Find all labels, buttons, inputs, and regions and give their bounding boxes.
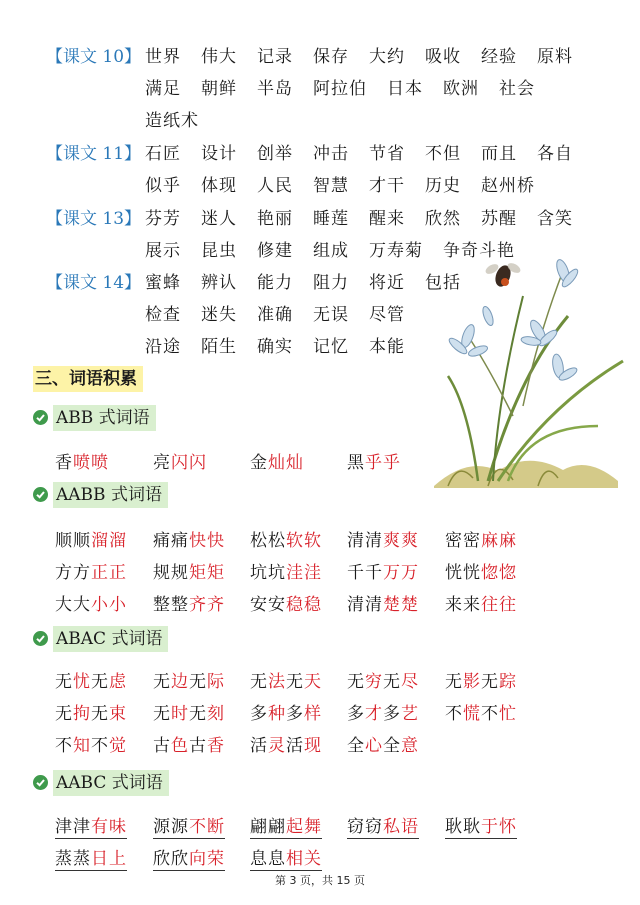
idiom-highlight-part: 刻	[207, 704, 225, 724]
vocabulary-word: 迷人	[201, 209, 237, 229]
vocabulary-word: 无误	[313, 305, 349, 325]
idiom-plain-part: 欣欣	[153, 849, 189, 869]
vocabulary-word: 石匠	[145, 144, 181, 164]
idiom-plain-part: 无	[189, 704, 207, 724]
vocabulary-word: 芬芳	[145, 209, 181, 229]
idiom-plain-part: 痛痛	[153, 531, 189, 551]
idiom-plain-part: 多	[286, 704, 304, 724]
vocabulary-row	[145, 106, 219, 131]
vocabulary-word: 阿拉伯	[313, 79, 367, 99]
idiom-highlight-part: 于怀	[481, 817, 517, 837]
idiom-highlight-part: 艺	[401, 704, 419, 724]
idiom-word	[250, 699, 322, 724]
vocabulary-word: 赵州桥	[481, 176, 535, 196]
idiom-plain-part: 恍恍	[445, 563, 481, 583]
vocabulary-word: 而且	[481, 144, 517, 164]
idiom-plain-part: 无	[55, 672, 73, 692]
vocabulary-word: 迷失	[201, 305, 237, 325]
idiom-word	[55, 448, 109, 473]
vocabulary-word: 体现	[201, 176, 237, 196]
idiom-word	[250, 448, 304, 473]
vocabulary-word: 造纸术	[145, 111, 199, 131]
vocabulary-word: 经验	[481, 47, 517, 67]
idiom-plain-part: 无	[91, 704, 109, 724]
vocabulary-word: 保存	[313, 47, 349, 67]
vocabulary-word: 组成	[313, 241, 349, 261]
idiom-plain-part: 整整	[153, 595, 189, 615]
check-circle-icon	[33, 631, 48, 646]
vocabulary-word: 社会	[499, 79, 535, 99]
idiom-word	[445, 526, 517, 551]
idiom-plain-part: 蒸蒸	[55, 849, 91, 869]
vocabulary-word: 不但	[425, 144, 461, 164]
idiom-highlight-part: 际	[207, 672, 225, 692]
idiom-plain-part: 耿耿	[445, 817, 481, 837]
check-circle-icon	[33, 775, 48, 790]
vocabulary-word: 历史	[425, 176, 461, 196]
idiom-word	[347, 667, 419, 692]
vocabulary-word: 睡莲	[313, 209, 349, 229]
idiom-word	[250, 844, 322, 871]
idiom-word	[55, 844, 127, 871]
idiom-plain-part: 松松	[250, 531, 286, 551]
lesson-tag: 【课文 11】	[46, 144, 142, 164]
idiom-word	[347, 812, 419, 839]
idiom-highlight-part: 喷喷	[73, 453, 109, 473]
idiom-word	[153, 448, 207, 473]
idiom-highlight-part: 溜溜	[91, 531, 127, 551]
lesson-tag: 【课文 14】	[46, 273, 142, 293]
idiom-highlight-part: 矩矩	[189, 563, 225, 583]
idiom-highlight-part: 乎乎	[365, 453, 401, 473]
idiom-word	[347, 448, 401, 473]
idiom-plain-part: 无	[91, 672, 109, 692]
idiom-highlight-part: 忧	[73, 672, 91, 692]
idiom-plain-part: 多	[383, 704, 401, 724]
idiom-plain-part: 活	[250, 736, 268, 756]
idiom-word	[250, 731, 322, 756]
idiom-word	[55, 699, 127, 724]
idiom-plain-part: 无	[481, 672, 499, 692]
idiom-word	[153, 590, 225, 615]
vocabulary-word: 各自	[537, 144, 573, 164]
vocabulary-word: 展示	[145, 241, 181, 261]
idiom-highlight-part: 软软	[286, 531, 322, 551]
idiom-word	[153, 667, 225, 692]
idiom-highlight-part: 虑	[109, 672, 127, 692]
check-circle-icon	[33, 487, 48, 502]
vocabulary-word: 满足	[145, 79, 181, 99]
idiom-plain-part: 不	[445, 704, 463, 724]
idiom-highlight-part: 觉	[109, 736, 127, 756]
idiom-highlight-part: 才	[365, 704, 383, 724]
idiom-word	[153, 731, 225, 756]
idiom-plain-part: 不	[91, 736, 109, 756]
idiom-highlight-part: 正正	[91, 563, 127, 583]
idiom-word	[445, 558, 517, 583]
idiom-word	[153, 812, 225, 839]
idiom-plain-part: 多	[250, 704, 268, 724]
idiom-plain-part: 津津	[55, 817, 91, 837]
vocabulary-word: 艳丽	[257, 209, 293, 229]
vocabulary-word: 大约	[369, 47, 405, 67]
idiom-plain-part: 清清	[347, 595, 383, 615]
idiom-plain-part: 无	[153, 672, 171, 692]
vocabulary-word: 将近	[369, 273, 405, 293]
idiom-plain-part: 黑	[347, 453, 365, 473]
idiom-word	[250, 812, 322, 839]
idiom-highlight-part: 种	[268, 704, 286, 724]
vocabulary-word: 准确	[257, 305, 293, 325]
vocabulary-word: 世界	[145, 47, 181, 67]
vocabulary-word: 沿途	[145, 337, 181, 357]
idiom-highlight-part: 香	[207, 736, 225, 756]
vocabulary-row	[145, 171, 555, 196]
idiom-plain-part: 方方	[55, 563, 91, 583]
orchid-illustration	[428, 256, 628, 488]
word-type-label: ABB 式词语	[53, 405, 156, 431]
vocabulary-row	[145, 300, 425, 325]
idiom-word	[445, 699, 517, 724]
idiom-plain-part: 来来	[445, 595, 481, 615]
vocabulary-row	[145, 74, 555, 99]
idiom-plain-part: 大大	[55, 595, 91, 615]
idiom-word	[55, 667, 127, 692]
lesson-tag: 【课文 13】	[46, 209, 142, 229]
idiom-highlight-part: 拘	[73, 704, 91, 724]
vocabulary-word: 人民	[257, 176, 293, 196]
idiom-word	[55, 812, 127, 839]
idiom-highlight-part: 闪闪	[171, 453, 207, 473]
idiom-word	[250, 590, 322, 615]
idiom-plain-part: 顺顺	[55, 531, 91, 551]
idiom-plain-part: 无	[153, 704, 171, 724]
idiom-highlight-part: 知	[73, 736, 91, 756]
idiom-plain-part: 规规	[153, 563, 189, 583]
idiom-word	[250, 526, 322, 551]
idiom-word	[55, 731, 127, 756]
vocabulary-word: 智慧	[313, 176, 349, 196]
idiom-plain-part: 古	[189, 736, 207, 756]
idiom-plain-part: 无	[250, 672, 268, 692]
vocabulary-word: 本能	[369, 337, 405, 357]
check-circle-icon	[33, 410, 48, 425]
idiom-highlight-part: 麻麻	[481, 531, 517, 551]
vocabulary-word: 记忆	[313, 337, 349, 357]
idiom-highlight-part: 意	[401, 736, 419, 756]
idiom-highlight-part: 日上	[91, 849, 127, 869]
idiom-plain-part: 千千	[347, 563, 383, 583]
idiom-word	[347, 526, 419, 551]
idiom-plain-part: 密密	[445, 531, 481, 551]
vocabulary-word: 欣然	[425, 209, 461, 229]
vocabulary-word: 吸收	[425, 47, 461, 67]
idiom-highlight-part: 时	[171, 704, 189, 724]
idiom-word	[153, 844, 225, 871]
idiom-plain-part: 无	[189, 672, 207, 692]
idiom-highlight-part: 往往	[481, 595, 517, 615]
vocabulary-word: 冲击	[313, 144, 349, 164]
idiom-plain-part: 古	[153, 736, 171, 756]
idiom-plain-part: 无	[383, 672, 401, 692]
idiom-plain-part: 不	[55, 736, 73, 756]
idiom-highlight-part: 心	[365, 736, 383, 756]
idiom-highlight-part: 忙	[499, 704, 517, 724]
idiom-highlight-part: 齐齐	[189, 595, 225, 615]
idiom-word	[153, 558, 225, 583]
idiom-plain-part: 无	[55, 704, 73, 724]
idiom-plain-part: 香	[55, 453, 73, 473]
vocabulary-word: 节省	[369, 144, 405, 164]
word-type-label: AABB 式词语	[53, 482, 168, 508]
vocabulary-word: 昆虫	[201, 241, 237, 261]
idiom-plain-part: 不	[481, 704, 499, 724]
idiom-highlight-part: 洼洼	[286, 563, 322, 583]
idiom-plain-part: 源源	[153, 817, 189, 837]
idiom-plain-part: 多	[347, 704, 365, 724]
idiom-plain-part: 亮	[153, 453, 171, 473]
idiom-highlight-part: 有味	[91, 817, 127, 837]
idiom-word	[347, 731, 419, 756]
idiom-plain-part: 全	[383, 736, 401, 756]
vocabulary-word: 才干	[369, 176, 405, 196]
vocabulary-word: 确实	[257, 337, 293, 357]
vocabulary-word: 原料	[537, 47, 573, 67]
idiom-plain-part: 无	[445, 672, 463, 692]
idiom-word	[250, 558, 322, 583]
vocabulary-word: 似乎	[145, 176, 181, 196]
vocabulary-word: 争奇斗艳	[443, 241, 515, 261]
vocabulary-word: 欧洲	[443, 79, 479, 99]
page-footer: 第 3 页，共 15 页	[275, 874, 365, 887]
idiom-word	[250, 667, 322, 692]
idiom-word	[347, 699, 419, 724]
vocabulary-word: 创举	[257, 144, 293, 164]
idiom-highlight-part: 法	[268, 672, 286, 692]
idiom-word	[445, 590, 517, 615]
idiom-plain-part: 清清	[347, 531, 383, 551]
vocabulary-word: 能力	[257, 273, 293, 293]
idiom-plain-part: 坑坑	[250, 563, 286, 583]
idiom-highlight-part: 踪	[499, 672, 517, 692]
idiom-highlight-part: 惚惚	[481, 563, 517, 583]
idiom-word	[347, 590, 419, 615]
vocabulary-row	[145, 332, 425, 357]
idiom-plain-part: 金	[250, 453, 268, 473]
idiom-highlight-part: 起舞	[286, 817, 322, 837]
vocabulary-word: 日本	[387, 79, 423, 99]
idiom-plain-part: 安安	[250, 595, 286, 615]
lesson-tag: 【课文 10】	[46, 47, 142, 67]
section-title: 三、词语积累	[33, 366, 143, 392]
idiom-highlight-part: 不断	[189, 817, 225, 837]
vocabulary-word: 设计	[201, 144, 237, 164]
vocabulary-word: 陌生	[201, 337, 237, 357]
idiom-word	[55, 558, 127, 583]
idiom-highlight-part: 稳稳	[286, 595, 322, 615]
vocabulary-word: 醒来	[369, 209, 405, 229]
word-type-label: AABC 式词语	[53, 770, 169, 796]
idiom-word	[445, 667, 517, 692]
vocabulary-row	[145, 42, 593, 67]
idiom-word	[55, 590, 127, 615]
idiom-plain-part: 全	[347, 736, 365, 756]
idiom-highlight-part: 向荣	[189, 849, 225, 869]
vocabulary-word: 修建	[257, 241, 293, 261]
vocabulary-word: 含笑	[537, 209, 573, 229]
idiom-highlight-part: 相关	[286, 849, 322, 869]
idiom-word	[347, 558, 419, 583]
idiom-highlight-part: 色	[171, 736, 189, 756]
idiom-highlight-part: 爽爽	[383, 531, 419, 551]
idiom-highlight-part: 灿灿	[268, 453, 304, 473]
idiom-highlight-part: 穷	[365, 672, 383, 692]
word-type-label: ABAC 式词语	[53, 626, 168, 652]
idiom-word	[445, 812, 517, 839]
idiom-highlight-part: 影	[463, 672, 481, 692]
vocabulary-word: 辨认	[201, 273, 237, 293]
vocabulary-word: 尽管	[369, 305, 405, 325]
vocabulary-word: 蜜蜂	[145, 273, 181, 293]
idiom-highlight-part: 万万	[383, 563, 419, 583]
idiom-highlight-part: 慌	[463, 704, 481, 724]
idiom-highlight-part: 灵	[268, 736, 286, 756]
idiom-plain-part: 无	[286, 672, 304, 692]
idiom-highlight-part: 束	[109, 704, 127, 724]
idiom-plain-part: 息息	[250, 849, 286, 869]
vocabulary-row	[145, 204, 593, 229]
vocabulary-row	[145, 139, 593, 164]
idiom-highlight-part: 边	[171, 672, 189, 692]
vocabulary-word: 半岛	[257, 79, 293, 99]
idiom-word	[55, 526, 127, 551]
vocabulary-word: 万寿菊	[369, 241, 423, 261]
idiom-highlight-part: 尽	[401, 672, 419, 692]
vocabulary-word: 苏醒	[481, 209, 517, 229]
idiom-word	[153, 699, 225, 724]
vocabulary-word: 包括	[425, 273, 461, 293]
idiom-plain-part: 翩翩	[250, 817, 286, 837]
idiom-highlight-part: 楚楚	[383, 595, 419, 615]
idiom-highlight-part: 小小	[91, 595, 127, 615]
idiom-plain-part: 窃窃	[347, 817, 383, 837]
idiom-plain-part: 无	[347, 672, 365, 692]
vocabulary-word: 阻力	[313, 273, 349, 293]
idiom-highlight-part: 快快	[189, 531, 225, 551]
vocabulary-word: 记录	[257, 47, 293, 67]
idiom-highlight-part: 天	[304, 672, 322, 692]
vocabulary-word: 检查	[145, 305, 181, 325]
idiom-highlight-part: 现	[304, 736, 322, 756]
idiom-highlight-part: 私语	[383, 817, 419, 837]
idiom-plain-part: 活	[286, 736, 304, 756]
idiom-word	[153, 526, 225, 551]
vocabulary-word: 朝鲜	[201, 79, 237, 99]
idiom-highlight-part: 样	[304, 704, 322, 724]
vocabulary-word: 伟大	[201, 47, 237, 67]
